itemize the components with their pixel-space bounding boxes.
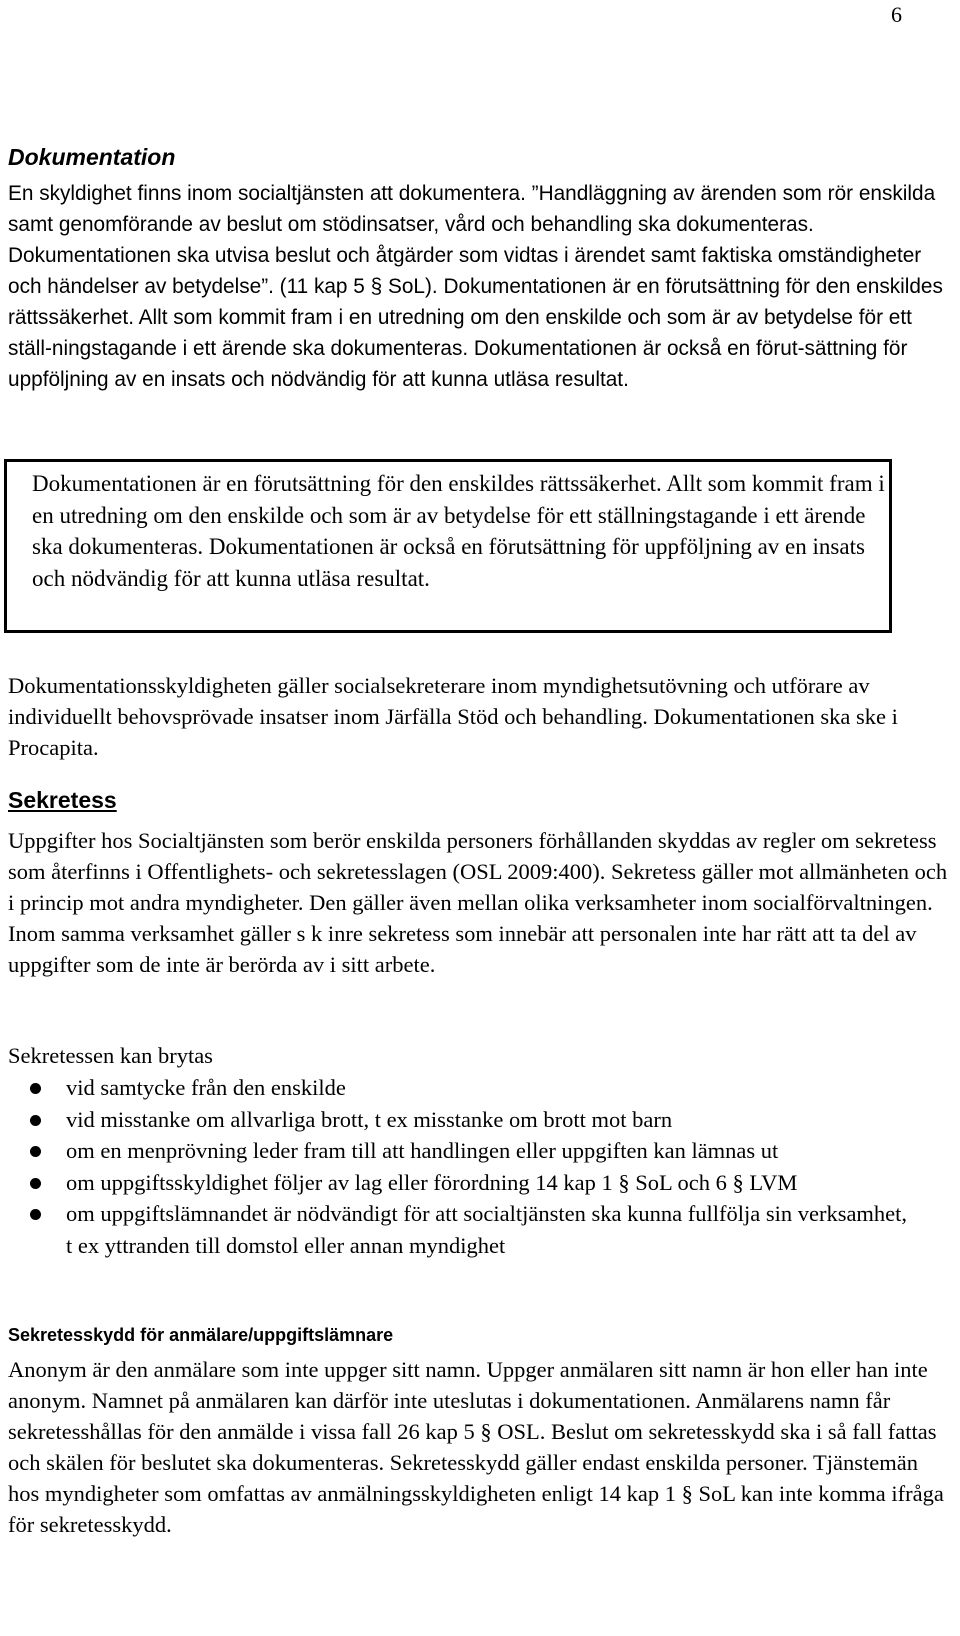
sekretess-bullet-list	[8, 1072, 938, 1261]
dokumentation-section	[8, 144, 954, 171]
highlight-box-text: Dokumentationen är en förutsättning för den enskildes rättssäkerhet. Allt som kommit fram i en utredning om den enskilde och som är av betydelse för ett ställningstagande i ett ärende ska dokumenteras. Dokumentationen är också en förutsättning för uppföljning av en insats och nödvändig för att kunna utläsa resultat.	[32, 471, 885, 591]
sekretesskydd-section	[8, 1325, 954, 1346]
dokumentation-scope-paragraph: Dokumentationsskyldigheten gäller socialsekreterare inom myndighetsutövning och utförare av individuellt behovsprövade insatser inom Järfälla Stöd och behandling. Dokumentationen ska ske i Procapita.	[8, 673, 898, 760]
highlight-box	[4, 459, 892, 633]
sekretess-heading: Sekretess	[8, 787, 117, 813]
bullet-icon	[30, 1178, 41, 1189]
sekretess-list-intro	[8, 1040, 954, 1071]
sekretesskydd-heading: Sekretesskydd för anmälare/uppgiftslämnare	[8, 1325, 394, 1345]
sekretess-body	[8, 825, 954, 980]
sekretess-section	[8, 787, 954, 814]
page-number: 6	[891, 2, 902, 27]
list-item: om uppgiftsskyldighet följer av lag eller förordning 14 kap 1 § SoL och 6 § LVM	[8, 1167, 938, 1199]
dokumentation-paragraph: En skyldighet finns inom socialtjänsten att dokumentera. ”Handläggning av ärenden som rör enskilda samt genomförande av beslut om stödinsatser, vård och behandling ska dokumenteras. Dokumentationen ska utvisa beslut och åtgärder som vidtas i ärendet samt faktiska omständigheter och händelser av betydelse”. (11 kap 5 § SoL). Dokumentationen är en förutsättning för den enskildes rättssäkerhet. Allt som kommit fram i en utredning om den enskilde och som är av betydelse för ett ställ-ningstagande i ett ärende ska dokumenteras. Dokumentationen är också en förut-sättning för uppföljning av en insats och nödvändig för att kunna utläsa resultat.	[8, 182, 943, 391]
bullet-icon	[30, 1083, 41, 1094]
bullet-icon	[30, 1146, 41, 1157]
list-item: om uppgiftslämnandet är nödvändigt för att socialtjänsten ska kunna fullfölja sin verksamhet, t ex yttranden till domstol eller annan myndighet	[8, 1198, 938, 1261]
list-item: om en menprövning leder fram till att handlingen eller uppgiften kan lämnas ut	[8, 1135, 938, 1167]
sekretess-paragraph: Uppgifter hos Socialtjänsten som berör enskilda personers förhållanden skyddas av regler om sekretess som återfinns i Offentlighets- och sekretesslagen (OSL 2009:400). Sekretess gäller mot allmänheten och i princip mot andra myndigheter. Den gäller även mellan olika verksamheter inom socialförvaltningen. Inom samma verksamhet gäller s k inre sekretess som innebär att personalen inte har rätt att ta del av uppgifter som de inte är berörda av i sitt arbete.	[8, 828, 948, 977]
sekretesskydd-body	[8, 1354, 948, 1540]
dokumentation-scope	[8, 670, 954, 763]
dokumentation-body	[8, 178, 958, 395]
dokumentation-heading: Dokumentation	[8, 144, 176, 170]
list-item: vid misstanke om allvarliga brott, t ex misstanke om brott mot barn	[8, 1104, 938, 1136]
bullet-icon	[30, 1209, 41, 1220]
sekretess-list-intro-text: Sekretessen kan brytas	[8, 1043, 213, 1068]
list-item: vid samtycke från den enskilde	[8, 1072, 938, 1104]
sekretesskydd-paragraph: Anonym är den anmälare som inte uppger sitt namn. Uppger anmälaren sitt namn är hon eller han inte anonym. Namnet på anmälaren kan därför inte uteslutas i dokumentationen. Anmälarens namn får sekretesshållas för den anmälde i vissa fall 26 kap 5 § OSL. Beslut om sekretesskydd ska i så fall fattas och skälen för beslutet ska dokumenteras. Sekretesskydd gäller endast enskilda personer. Tjänstemän hos myndigheter som omfattas av anmälningsskyldigheten enligt 14 kap 1 § SoL kan inte komma ifråga för sekretesskydd.	[8, 1357, 944, 1537]
bullet-icon	[30, 1115, 41, 1126]
